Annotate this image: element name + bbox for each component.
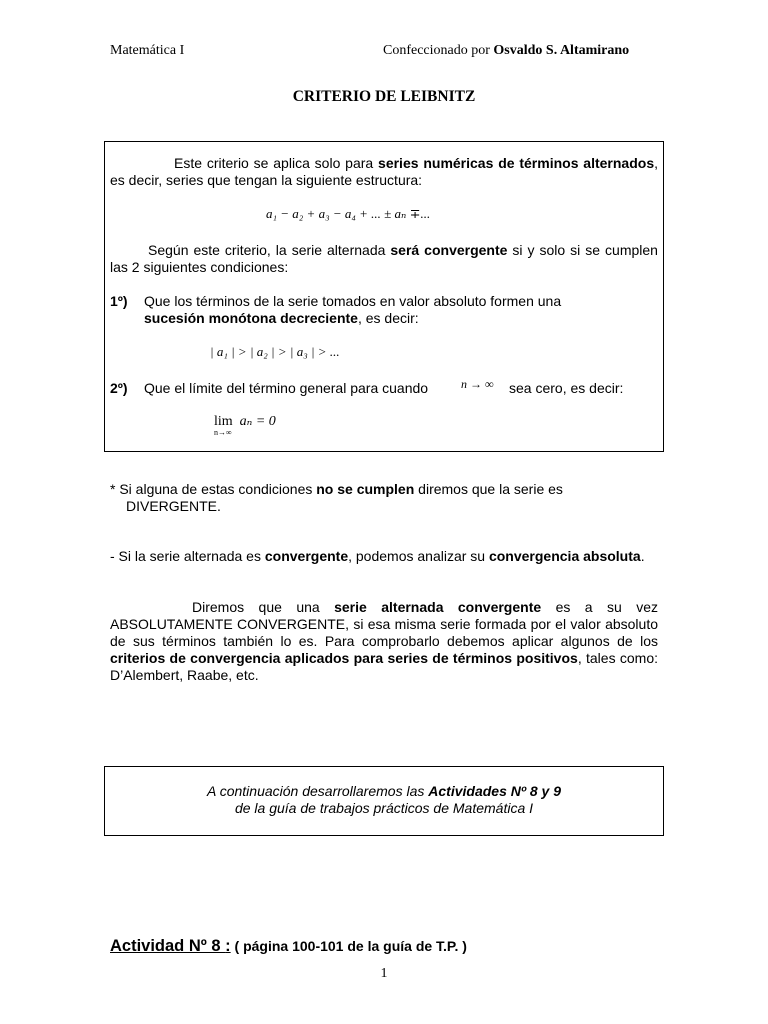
- note-text-b: no se cumplen: [316, 481, 415, 497]
- para2-text-c: , podemos analizar su: [348, 548, 489, 564]
- condition-1-text-b: sucesión monótona decreciente: [144, 310, 358, 326]
- divergence-note: [110, 481, 658, 498]
- condition-1-text: [144, 293, 664, 310]
- activity-heading-title: Actividad Nº 8 :: [110, 937, 231, 955]
- para3-text-b: serie alternada convergente: [334, 599, 542, 615]
- condition-1: [110, 293, 128, 310]
- intro-text-c: , es decir, series que tengan la siguiente estructura:: [110, 155, 658, 188]
- header-author-name: Osvaldo S. Altamirano: [493, 43, 630, 58]
- limit-word: lim: [214, 414, 233, 429]
- note-text-a: * Si alguna de estas condiciones: [110, 481, 317, 497]
- activities-line-1-b: Actividades Nº 8 y 9: [428, 783, 561, 799]
- condition-2-number: 2º): [110, 380, 128, 396]
- page-number: 1: [380, 966, 388, 981]
- activities-line-1: [104, 783, 664, 800]
- condition-2: [110, 380, 128, 397]
- criterion-conditions-intro: [110, 242, 658, 276]
- activities-line-2: de la guía de trabajos prácticos de Matemática I: [234, 800, 534, 816]
- para3-text-a: Diremos que una: [192, 599, 335, 615]
- condition-1-text-a: Que los términos de la serie tomados en valor absoluto formen una: [144, 293, 562, 309]
- condition-1-formula: | a₁ | > | a₂ | > | a₃ | > ...: [210, 344, 340, 359]
- cond-text-b: será convergente: [390, 242, 508, 258]
- para3-text-e: , tales como: D’Alembert, Raabe, etc.: [110, 650, 658, 683]
- para2-text-e: .: [640, 548, 645, 564]
- para3-text-c: es a su vez ABSOLUTAMENTE CONVERGENTE, si esa misma serie formada por el valor absoluto de sus términos también lo es. Para comprobarlo debemos aplicar algunos de los: [110, 599, 658, 649]
- condition-1-number: 1º): [110, 293, 128, 309]
- intro-text-a: Este criterio se aplica solo para: [174, 155, 379, 171]
- para2-text-d: convergencia absoluta: [488, 548, 641, 564]
- condition-2-text-a: Que el límite del término general para cuando: [144, 380, 429, 396]
- cond-text-c: si y solo si se cumplen las 2 siguientes condiciones:: [110, 242, 658, 275]
- limit-subscript: n→∞: [214, 428, 232, 437]
- limit-expression: aₙ = 0: [239, 414, 276, 429]
- header-author-prefix: Confeccionado por: [383, 43, 494, 58]
- absolute-convergence-definition: [110, 599, 658, 684]
- criterion-intro: [110, 155, 658, 189]
- cond-text-a: Según este criterio, la serie alternada: [148, 242, 391, 258]
- series-formula: a₁ − a₂ + a₃ − a₄ + ... ± aₙ ∓...: [266, 206, 431, 221]
- header-author-line: [383, 43, 629, 59]
- intro-text-b: series numéricas de términos alternados: [378, 155, 655, 171]
- condition-2-text-b: sea cero, es decir:: [509, 380, 624, 396]
- condition-2-inline-math: n → ∞: [461, 377, 494, 391]
- header-subject: Matemática I: [110, 43, 185, 58]
- page-title: CRITERIO DE LEIBNITZ: [292, 88, 476, 105]
- note-text-c: diremos que la serie es: [414, 481, 563, 497]
- condition-1-text-c: , es decir:: [357, 310, 419, 326]
- note-divergente: DIVERGENTE.: [126, 498, 221, 514]
- absolute-convergence-para: [110, 548, 658, 565]
- para3-text-d: criterios de convergencia aplicados para series de términos positivos: [110, 650, 578, 666]
- activity-heading-detail: ( página 100-101 de la guía de T.P. ): [230, 938, 467, 954]
- activities-line-1-a: A continuación desarrollaremos las: [207, 783, 429, 799]
- para2-text-a: - Si la serie alternada es: [110, 548, 265, 564]
- activity-heading: [110, 937, 467, 956]
- para2-text-b: convergente: [264, 548, 349, 564]
- condition-1-text-line2: [144, 310, 664, 327]
